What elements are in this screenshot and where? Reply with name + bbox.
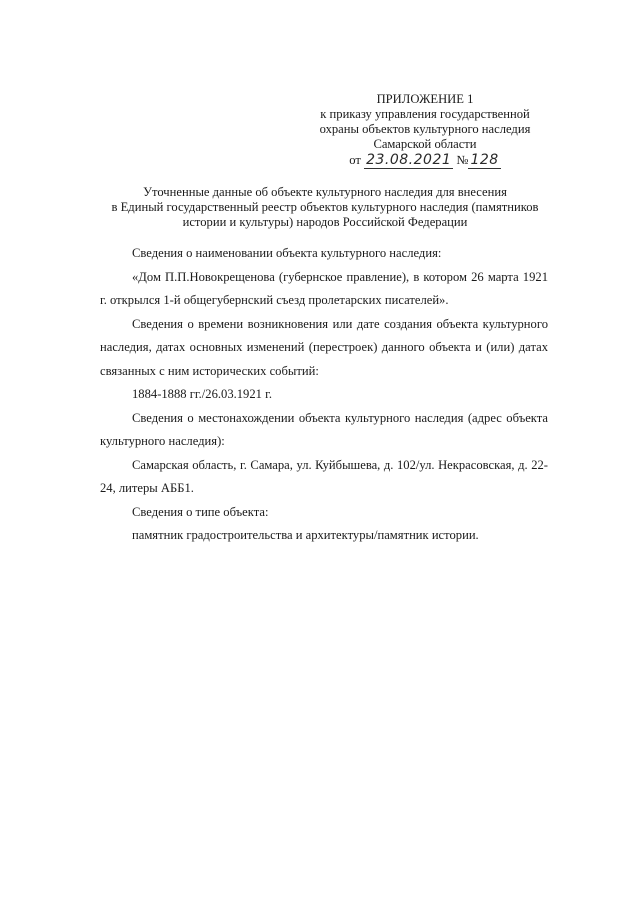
heading-line-2: в Единый государственный реестр объектов культурного наследия (памятников <box>111 200 539 214</box>
document-heading <box>95 185 555 230</box>
location-label: Сведения о местонахождении объекта культурного наследия (адрес объекта культурного наследия): <box>100 410 548 448</box>
appendix-title: ПРИЛОЖЕНИЕ 1 <box>376 92 474 106</box>
appendix-block <box>300 92 550 168</box>
appendix-authority-line: охраны объектов культурного наследия <box>319 122 531 136</box>
document-body <box>100 242 548 548</box>
name-value: «Дом П.П.Новокрещенова (губернское правление), в котором 26 марта 1921 г. открылся 1-й общегубернский съезд пролетарских писателей». <box>100 269 548 307</box>
name-label: Сведения о наименовании объекта культурного наследия: <box>132 246 442 260</box>
date-prefix: от <box>349 153 361 167</box>
handwritten-number: 128 <box>470 152 499 168</box>
number-prefix: № <box>456 153 469 167</box>
handwritten-date: 23.08.2021 <box>366 152 452 168</box>
heading-line-1: Уточненные данные об объекте культурного наследия для внесения <box>143 185 507 199</box>
type-value: памятник градостроительства и архитектуры/памятник истории. <box>132 528 479 542</box>
appendix-region-line: Самарской области <box>373 137 477 151</box>
type-label: Сведения о типе объекта: <box>132 504 269 519</box>
heading-line-3: истории и культуры) народов Российской Федерации <box>182 215 468 229</box>
time-value: 1884-1888 гг./26.03.1921 г. <box>132 387 272 401</box>
appendix-order-line: к приказу управления государственной <box>320 107 530 121</box>
appendix-date-line <box>300 153 550 168</box>
location-value: Самарская область, г. Самара, ул. Куйбышева, д. 102/ул. Некрасовская, д. 22-24, литеры АББ1. <box>100 457 548 495</box>
time-label: Сведения о времени возникновения или дате создания объекта культурного наследия, датах основных изменений (перестроек) данного объекта и (или) датах связанных с ним исторических событий: <box>100 316 548 378</box>
